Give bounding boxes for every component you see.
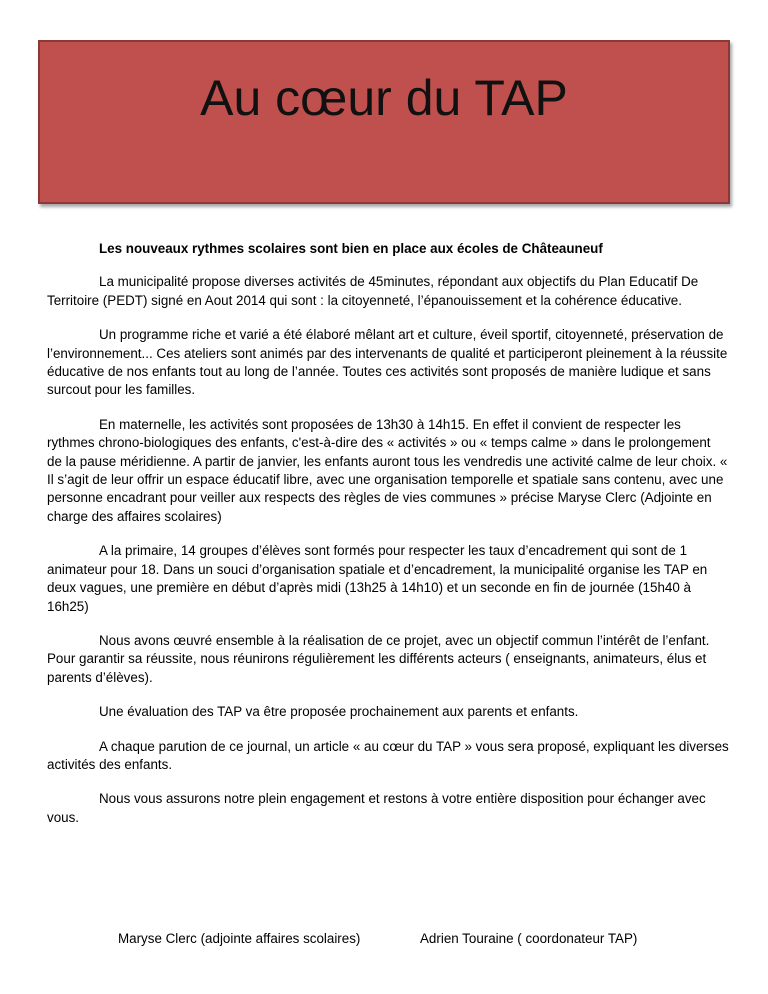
article-body (47, 240, 729, 843)
paragraph-engagement: Nous vous assurons notre plein engagement et restons à votre entière disposition pour échanger avec vous. (47, 791, 706, 825)
paragraph-programme: Un programme riche et varié a été élaboré mêlant art et culture, éveil sportif, citoyenneté, préservation de l’environnement... Ces ateliers sont animés par des intervenants de qualité et participeront pleinement à la réussite éducative de nos enfants tout au long de l’année. Toutes ces activités sont proposés de manière ludique et sans surcout pour les familles. (47, 327, 728, 398)
article-heading: Les nouveaux rythmes scolaires sont bien en place aux écoles de Châteauneuf (99, 241, 603, 256)
page-title: Au cœur du TAP (200, 70, 568, 126)
paragraph-parution: A chaque parution de ce journal, un article « au cœur du TAP » vous sera proposé, expliquant les diverses activités des enfants. (47, 738, 729, 772)
paragraph-maternelle: En maternelle, les activités sont proposées de 13h30 à 14h15. En effet il convient de respecter les rythmes chrono-biologiques des enfants, c'est-à-dire des « activités » ou « temps calme » dans le prolongement de la pause méridienne. A partir de janvier, les enfants auront tous les vendredis une activité calme de leur choix. « Il s’agit de leur offrir un espace éducatif libre, avec une organisation temporelle et spatiale sans contenu, avec une personne encadrant pour veiller aux respects des règles de vies communes » précise Maryse Clerc (Adjointe en charge des affaires scolaires) (47, 416, 728, 524)
signature-right: Adrien Touraine ( coordonateur TAP) (420, 931, 638, 946)
paragraph-primaire: A la primaire, 14 groupes d’élèves sont formés pour respecter les taux d’encadrement qui sont de 1 animateur pour 18. Dans un souci d’organisation spatiale et d’encadrement, la municipalité organise les TAP en deux vagues, une première en début d’après midi (13h25 à 14h10) et un seconde en fin de journée (15h40 à 16h25) (47, 543, 708, 614)
signature-left: Maryse Clerc (adjointe affaires scolaires) (118, 931, 361, 946)
paragraph-evaluation: Une évaluation des TAP va être proposée prochainement aux parents et enfants. (99, 704, 579, 720)
title-banner (38, 40, 730, 204)
paragraph-projet: Nous avons œuvré ensemble à la réalisation de ce projet, avec un objectif commun l’intérêt de l’enfant. Pour garantir sa réussite, nous réunirons régulièrement les différents acteurs ( enseignants, animateurs, élus et parents d’élèves). (47, 632, 710, 685)
paragraph-pedt: La municipalité propose diverses activités de 45minutes, répondant aux objectifs du Plan Educatif De Territoire (PEDT) signé en Aout 2014 qui sont : la citoyenneté, l’épanouissement et la cohérence éducative. (47, 274, 699, 308)
